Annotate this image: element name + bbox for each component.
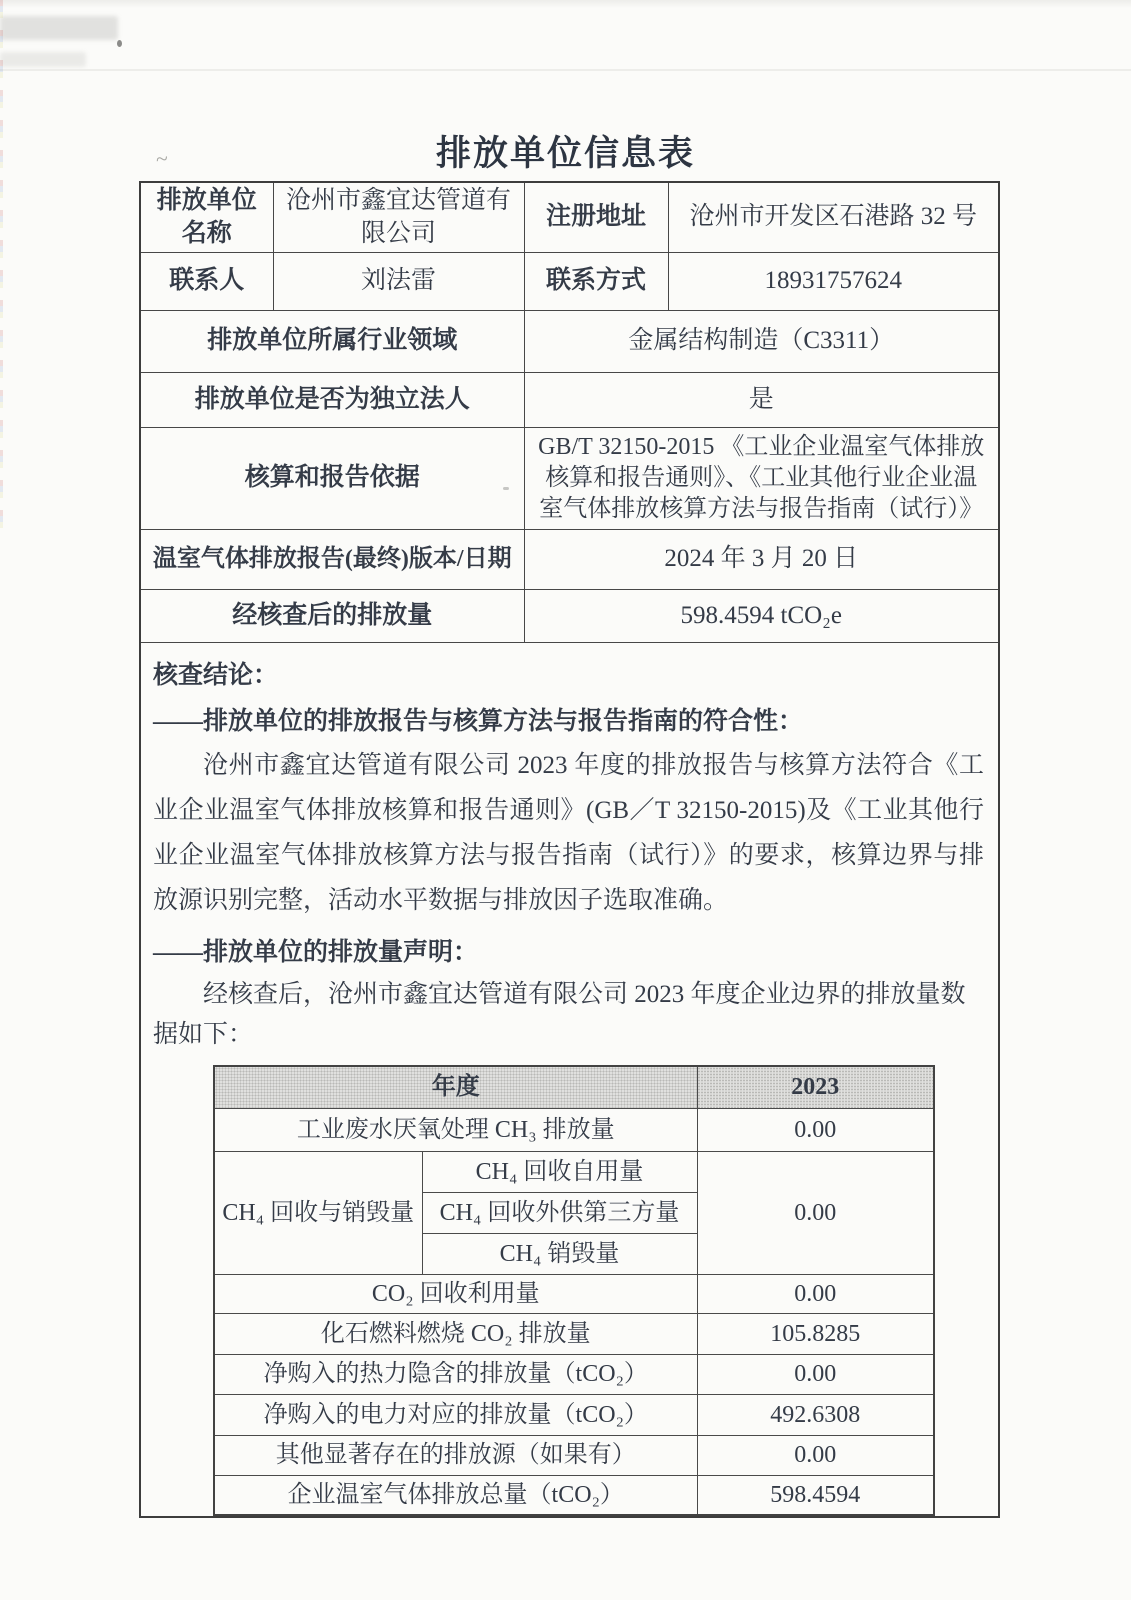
emission-value-purchased-heat: 0.00 xyxy=(697,1354,934,1394)
emission-data-table xyxy=(213,1065,935,1516)
scan-artifact-top-band xyxy=(0,0,1131,8)
emission-label-co2-recovery: CO₂ 回收利用量 xyxy=(214,1274,697,1313)
emission-value-total-ghg: 598.4594 xyxy=(697,1475,934,1515)
scan-artifact-mark: ~ xyxy=(154,145,170,172)
table-row xyxy=(140,253,999,311)
emission-value-purchased-electricity: 492.6308 xyxy=(697,1394,934,1435)
info-value-independent-legal-entity: 是 xyxy=(524,373,999,428)
emission-value-other-sources: 0.00 xyxy=(697,1435,934,1475)
table-row xyxy=(140,590,999,643)
emission-value-fossil-fuel-co2: 105.8285 xyxy=(697,1313,934,1354)
emitter-info-table xyxy=(139,181,1000,1518)
emission-value-wastewater-ch4: 0.00 xyxy=(697,1108,934,1151)
table-row xyxy=(214,1394,934,1435)
emission-label-wastewater-ch4: 工业废水厌氧处理 CH₃ 排放量 xyxy=(214,1108,697,1151)
table-row xyxy=(140,373,999,428)
scan-artifact-speck xyxy=(117,40,122,47)
scan-artifact-line xyxy=(0,69,1131,71)
table-row xyxy=(214,1066,934,1108)
conclusion-paragraph-lead-in: 经核查后，沧州市鑫宜达管道有限公司 2023 年度企业边界的排放量数据如下： xyxy=(153,981,966,1048)
table-row xyxy=(214,1313,934,1354)
emission-label-ch4-recovery-group: CH₄ 回收与销毁量 xyxy=(214,1151,422,1274)
table-row xyxy=(214,1354,934,1394)
table-row xyxy=(140,182,999,253)
info-value-registered-address: 沧州市开发区石港路 32 号 xyxy=(668,182,999,253)
table-row xyxy=(214,1475,934,1515)
info-value-accounting-basis: GB/T 32150-2015 《工业企业温室气体排放核算和报告通则》、《工业其他行业企业温室气体排放核算方法与报告指南（试行）》 xyxy=(524,428,999,530)
info-value-industry-sector: 金属结构制造（C3311） xyxy=(524,311,999,373)
table-row xyxy=(214,1435,934,1475)
table-row xyxy=(214,1108,934,1151)
emission-label-purchased-heat: 净购入的热力隐含的排放量（tCO₂） xyxy=(214,1354,697,1394)
emission-label-fossil-fuel-co2: 化石燃料燃烧 CO₂ 排放量 xyxy=(214,1313,697,1354)
table-row xyxy=(214,1274,934,1313)
info-label-accounting-basis: 核算和报告依据 xyxy=(140,428,524,530)
page-title: 排放单位信息表 xyxy=(435,134,695,173)
info-value-contact-method: 18931757624 xyxy=(668,253,999,311)
info-label-contact-person: 联系人 xyxy=(140,253,273,311)
info-label-report-version-date: 温室气体排放报告(最终)版本/日期 xyxy=(140,530,524,590)
info-label-unit-name: 排放单位名称 xyxy=(140,182,273,253)
table-row xyxy=(140,311,999,373)
scan-artifact-edge-noise xyxy=(0,0,3,540)
emission-label-total-ghg: 企业温室气体排放总量（tCO₂） xyxy=(214,1475,697,1515)
emission-label-purchased-electricity: 净购入的电力对应的排放量（tCO₂） xyxy=(214,1394,697,1435)
conclusion-paragraph-compliance: 沧州市鑫宜达管道有限公司 2023 年度的排放报告与核算方法符合《工业企业温室气体排放核算和报告通则》(GB／T 32150-2015)及《工业其他行业企业温室气体排放核算方法与报告指南（试行）》的要求，核算边界与排放源识别完整，活动水平数据与排放因子选取准确。 xyxy=(153,752,984,914)
emission-header-year-value: 2023 xyxy=(697,1066,934,1108)
table-row xyxy=(140,530,999,590)
emission-header-year-label: 年度 xyxy=(214,1066,697,1108)
table-row xyxy=(140,643,999,1518)
info-label-verified-emissions: 经核查后的排放量 xyxy=(140,590,524,643)
info-value-unit-name: 沧州市鑫宜达管道有限公司 xyxy=(273,182,524,253)
info-value-contact-person: 刘法雷 xyxy=(273,253,524,311)
conclusion-heading: 核查结论： xyxy=(153,662,279,689)
conclusion-bullet-compliance: ——排放单位的排放报告与核算方法与报告指南的符合性： xyxy=(153,708,804,735)
emission-value-ch4-recovery-group: 0.00 xyxy=(697,1151,934,1274)
info-value-verified-emissions: 598.4594 tCO₂e xyxy=(524,590,999,643)
info-label-registered-address: 注册地址 xyxy=(524,182,668,253)
table-row xyxy=(140,428,999,530)
table-row xyxy=(214,1151,934,1192)
scan-artifact-smudge xyxy=(0,52,86,67)
info-label-contact-method: 联系方式 xyxy=(524,253,668,311)
info-label-industry-sector: 排放单位所属行业领域 xyxy=(140,311,524,373)
emission-label-other-sources: 其他显著存在的排放源（如果有） xyxy=(214,1435,697,1475)
info-label-independent-legal-entity: 排放单位是否为独立法人 xyxy=(140,373,524,428)
verification-conclusion-cell xyxy=(140,643,999,1518)
conclusion-bullet-emission-statement: ——排放单位的排放量声明： xyxy=(153,939,479,966)
emission-value-co2-recovery: 0.00 xyxy=(697,1274,934,1313)
emission-label-ch4-third-party: CH₄ 回收外供第三方量 xyxy=(422,1192,697,1233)
scan-artifact-smudge xyxy=(0,16,118,40)
emission-label-ch4-self-use: CH₄ 回收自用量 xyxy=(422,1151,697,1192)
emission-label-ch4-destroyed: CH₄ 销毁量 xyxy=(422,1233,697,1274)
info-value-report-version-date: 2024 年 3 月 20 日 xyxy=(524,530,999,590)
